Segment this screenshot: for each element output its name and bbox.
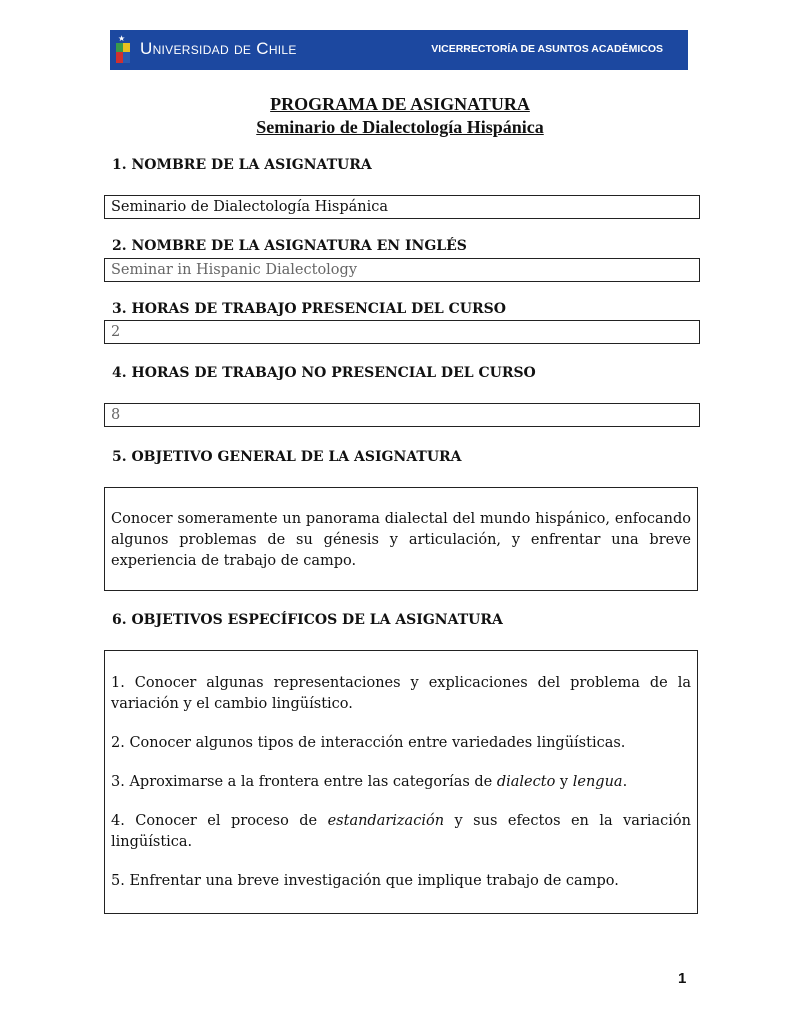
text: y	[555, 774, 573, 790]
general-objective-text: Conocer someramente un panorama dialectal del mundo hispánico, enfocando algunos problemas de su génesis y articulación, y enfrentar una breve experiencia de trabajo de campo.	[111, 511, 691, 569]
field-course-name: Seminario de Dialectología Hispánica	[104, 195, 700, 219]
objective-item: 2. Conocer algunos tipos de interacción entre variedades lingüísticas.	[111, 735, 626, 751]
document-title: PROGRAMA DE ASIGNATURA	[270, 94, 530, 114]
page-number: 1	[678, 970, 687, 987]
section-heading: 3. HORAS DE TRABAJO PRESENCIAL DEL CURSO	[112, 301, 506, 317]
objective-item: 1. Conocer algunas representaciones y explicaciones del problema de la variación y el cambio lingüístico.	[111, 675, 691, 712]
section-heading: 1. NOMBRE DE LA ASIGNATURA	[112, 157, 372, 173]
svg-text:★: ★	[118, 34, 126, 43]
section-heading: 6. OBJETIVOS ESPECÍFICOS DE LA ASIGNATURA	[112, 612, 503, 628]
objective-item: 5. Enfrentar una breve investigación que implique trabajo de campo.	[111, 873, 619, 889]
field-english-name: Seminar in Hispanic Dialectology	[104, 258, 700, 282]
section-heading: 4. HORAS DE TRABAJO NO PRESENCIAL DEL CURSO	[112, 365, 536, 381]
emphasis: estandarización	[327, 813, 445, 829]
text: y sus efectos en la variación lingüística.	[111, 813, 691, 850]
text: .	[622, 774, 628, 790]
text: 4. Conocer el proceso de	[111, 813, 328, 829]
emphasis: dialecto	[496, 774, 556, 790]
office-name: VICERRECTORÍA DE ASUNTOS ACADÉMICOS	[431, 43, 663, 55]
field-independent-hours: 8	[104, 403, 700, 427]
field-contact-hours: 2	[104, 320, 700, 344]
section-heading: 2. NOMBRE DE LA ASIGNATURA EN INGLÉS	[112, 238, 467, 254]
university-crest-icon	[115, 33, 131, 67]
header-banner	[110, 30, 688, 70]
course-title: Seminario de Dialectología Hispánica	[256, 117, 544, 137]
objective-item	[111, 772, 691, 793]
field-general-objective	[104, 487, 698, 591]
text: 3. Aproximarse a la frontera entre las categorías de	[111, 774, 497, 790]
section-heading: 5. OBJETIVO GENERAL DE LA ASIGNATURA	[112, 449, 462, 465]
university-name: Universidad de Chile	[140, 39, 297, 58]
emphasis: lengua	[572, 774, 623, 790]
objective-item	[111, 811, 691, 853]
field-specific-objectives	[104, 650, 698, 914]
